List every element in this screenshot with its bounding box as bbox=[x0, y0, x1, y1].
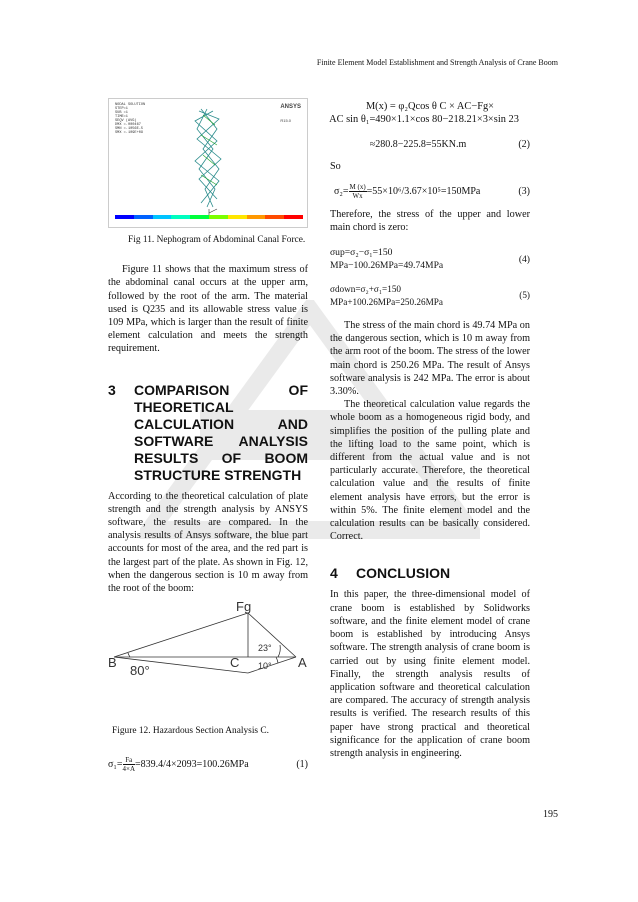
label-a: A bbox=[298, 655, 307, 671]
fig12-caption: Figure 12. Hazardous Section Analysis C. bbox=[112, 726, 270, 737]
solution-line: STEP=1 bbox=[115, 107, 128, 111]
solution-line: SEQV (AVG) bbox=[115, 119, 137, 123]
eq4-number: (4) bbox=[518, 253, 530, 265]
eq1-fraction: $\frac{Fa}{4\times A}$ bbox=[122, 756, 136, 774]
right-column bbox=[330, 100, 530, 760]
paragraph: The stress of the main chord is 49.74 MPa on the dangerous section, which is 10 m away from the arm root of the boom. The stress of the lower main chord is 250.26 MPa. The result of Ansys software analysis is 242 MPa. The error is about 3.30%. bbox=[330, 320, 530, 398]
equation-5: σdown=σ₂+σ₁=150 MPa+100.26MPa=250.26MPa (5) bbox=[330, 283, 530, 307]
angle-23: 23° bbox=[258, 643, 272, 654]
legend-swatch bbox=[153, 215, 172, 219]
section-4-heading bbox=[330, 565, 530, 582]
eq1-rhs: =839.4/4×2093=100.26MPa bbox=[135, 759, 249, 771]
ansys-logo: ANSYS R15.0 bbox=[280, 104, 301, 124]
equation-1 bbox=[108, 756, 308, 773]
eq5-number: (5) bbox=[519, 290, 530, 301]
legend-swatch bbox=[209, 215, 228, 219]
angle-80: 80° bbox=[130, 663, 150, 679]
paragraph: The theoretical calculation value regards the whole boom as a homogeneous rigid body, and simplifies the position of the pulling plate and the lifting load to the same point, which is different from the actual value and is not particularly accurate. Therefore, the theoretical calculation value and the results of finite element analysis have errors, but the error is within 5%. The finite element model and the calculation results can be basically considered. Correct. bbox=[330, 399, 530, 543]
legend-swatch bbox=[284, 215, 303, 219]
section-number: 4 bbox=[330, 565, 338, 582]
running-header: Finite Element Model Establishment and Strength Analysis of Crane Boom bbox=[316, 58, 558, 67]
solution-line: NODAL SOLUTION bbox=[115, 103, 146, 107]
eq2-number: (2) bbox=[518, 139, 530, 151]
solution-line: SMX =.109E+09 bbox=[115, 131, 144, 135]
solution-line: SUB =1 bbox=[115, 111, 128, 115]
equation-2: ≈280.8−225.8=55KN.m (2) bbox=[369, 139, 530, 151]
left-column bbox=[108, 98, 308, 781]
eq1-lhs: σ₁= bbox=[108, 759, 123, 771]
paragraph: In this paper, the three-dimensional model of crane boom is established by Solidworks software, and the finite element model of crane boom is established by introducing Ansys software. The strength analysis of crane boom is carried out by using finite element model. Finally, the strength analysis results of application software and theoretical calculation are compared. The accuracy of strength analysis results is verified. The research results of this paper have strong practical and theoretical significance for the application of crane boom strength analysis in engineering. bbox=[330, 589, 530, 759]
fig12-diagram bbox=[108, 601, 308, 721]
eq3-fraction: $\frac{M (x)}{Wx}$ bbox=[349, 182, 366, 200]
legend-swatch bbox=[265, 215, 284, 219]
label-fg: Fg bbox=[236, 601, 252, 615]
legend-swatch bbox=[228, 215, 247, 219]
angle-10: 10° bbox=[258, 661, 272, 672]
boom-mesh-image bbox=[109, 99, 307, 227]
legend-swatch bbox=[171, 215, 190, 219]
solution-line: TIME=1 bbox=[115, 115, 128, 119]
legend-swatch bbox=[115, 215, 134, 219]
legend-swatch bbox=[190, 215, 209, 219]
eq3-number: (3) bbox=[518, 185, 530, 197]
fig11-nephogram bbox=[108, 98, 308, 228]
solution-line: SMN =.1056E-5 bbox=[115, 127, 144, 131]
moment-equation: M(x) = φ₂Qcos θ C × AC−Fg× AC sin θ₁=490×1.1×cos 80−218.21×3×sin 23 bbox=[329, 101, 519, 126]
eq1-number: (1) bbox=[296, 759, 308, 771]
paragraph: Therefore, the stress of the upper and lower main chord is zero: bbox=[330, 208, 530, 234]
section-number: 3 bbox=[108, 381, 116, 398]
paragraph: According to the theoretical calculation of plate strength and the strength analysis by ANSYS software, the results are compared. In the analysis results of Ansys software, the blue part accounts for most of the area, and the red part is the largest part of the plate. As shown in Fig. 12, when the dangerous section is 10 m away from the root of the boom: bbox=[108, 490, 308, 595]
paragraph: Figure 11 shows that the maximum stress of the abdominal canal occurs at the upper arm, followed by the root of the arm. The material used is Q235 and its allowable stress value is 109 MPa, which is larger than the result of finite element calculation and meets the strength requirement. bbox=[108, 264, 308, 355]
label-c: C bbox=[230, 655, 240, 671]
equation-4: σup=σ₂−σ₁=150 MPa−100.26MPa=49.74MPa (4) bbox=[330, 247, 530, 272]
equation-3: σ₂= $\frac{M (x)}{Wx}$ =55×10⁶/3.67×10⁵=150MPa (3) bbox=[334, 182, 530, 200]
legend-swatch bbox=[134, 215, 153, 219]
legend-swatch bbox=[247, 215, 266, 219]
stress-color-legend bbox=[115, 215, 303, 219]
fig11-caption: Fig 11. Nephogram of Abdominal Canal Force. bbox=[128, 235, 306, 245]
solution-line: DMX =.000467 bbox=[115, 123, 141, 127]
label-b: B bbox=[108, 655, 117, 671]
page-number: 195 bbox=[543, 809, 558, 820]
section-3-heading bbox=[108, 382, 308, 484]
section-title: CONCLUSION bbox=[356, 565, 451, 582]
section-title: COMPARISON OF THEORETICAL CALCULATION AND SOFTWARE ANALYSIS RESULTS OF BOOM STRUCTURE STRENGTH bbox=[134, 381, 308, 483]
so-label: So bbox=[330, 160, 341, 172]
